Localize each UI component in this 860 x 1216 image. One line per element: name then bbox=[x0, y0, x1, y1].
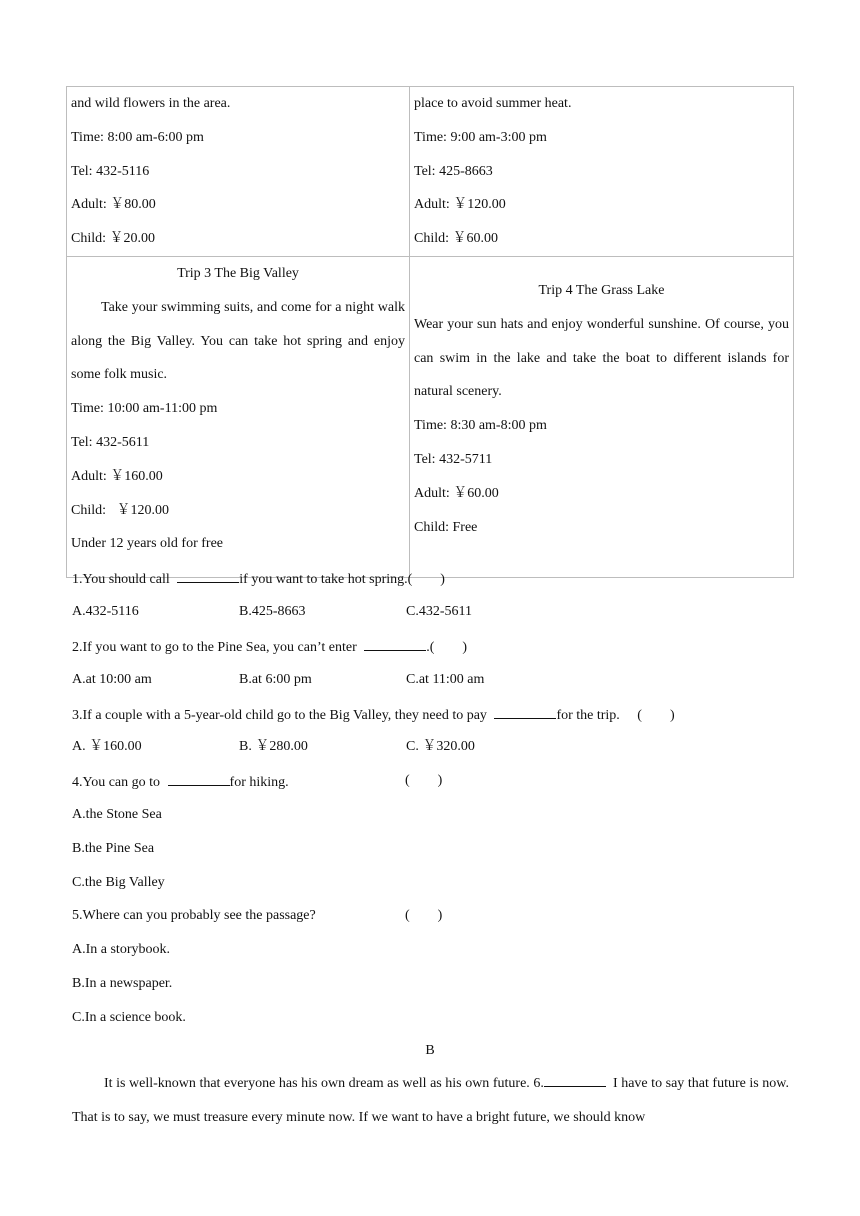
question-2-option-a: A.at 10:00 am bbox=[72, 672, 152, 687]
question-4-stem-b: for hiking. bbox=[229, 775, 289, 790]
question-1 bbox=[72, 568, 445, 590]
trip1-tel: Tel: 432-5116 bbox=[71, 163, 150, 179]
table-row bbox=[67, 87, 794, 257]
question-5-answer-paren: ( ) bbox=[405, 908, 443, 923]
passage-text-a: It is well-known that everyone has his own dream as well as his own future. 6. bbox=[104, 1076, 544, 1091]
question-5-option-c: C.In a science book. bbox=[72, 1010, 186, 1025]
trip3-child: Child: ￥120.00 bbox=[71, 502, 170, 518]
trip4-cell bbox=[410, 256, 794, 577]
question-1-stem-a: 1.You should call bbox=[72, 572, 174, 587]
question-2-stem-b: .( ) bbox=[426, 640, 468, 655]
answer-blank bbox=[364, 636, 426, 651]
question-2-option-b: B.at 6:00 pm bbox=[239, 672, 312, 687]
trip2-tel: Tel: 425-8663 bbox=[414, 163, 493, 179]
trip1-child: Child: ￥20.00 bbox=[71, 231, 156, 247]
trip3-adult: Adult: ￥160.00 bbox=[71, 468, 163, 484]
trip2-time: Time: 9:00 am-3:00 pm bbox=[414, 129, 547, 145]
question-3-stem-b: for the trip. ( ) bbox=[556, 708, 675, 723]
question-2-option-c: C.at 11:00 am bbox=[406, 672, 485, 687]
trip3-desc: Take your swimming suits, and come for a night walk along the Big Valley. You can take hot spring and enjoy some folk music. bbox=[71, 299, 405, 383]
question-4-stem-a: 4.You can go to bbox=[72, 775, 164, 790]
question-5-option-b: B.In a newspaper. bbox=[72, 976, 173, 991]
trip2-adult: Adult: ￥120.00 bbox=[414, 197, 506, 213]
question-5-option-a: A.In a storybook. bbox=[72, 942, 170, 957]
trip1-desc-end: and wild flowers in the area. bbox=[71, 96, 231, 111]
question-3-option-b: B. ￥280.00 bbox=[239, 739, 308, 754]
question-1-option-a: A.432-5116 bbox=[72, 604, 139, 619]
question-3-option-a: A. ￥160.00 bbox=[72, 739, 142, 754]
trip4-title: Trip 4 The Grass Lake bbox=[538, 282, 665, 298]
question-1-option-b: B.425-8663 bbox=[239, 604, 306, 619]
question-2-stem-a: 2.If you want to go to the Pine Sea, you can’t enter bbox=[72, 640, 361, 655]
trip1-cell bbox=[67, 87, 410, 257]
trip3-title: Trip 3 The Big Valley bbox=[177, 265, 299, 281]
question-4-option-a: A.the Stone Sea bbox=[72, 807, 162, 822]
trip4-adult: Adult: ￥60.00 bbox=[414, 485, 499, 501]
question-4-answer-paren: ( ) bbox=[405, 773, 443, 788]
trip4-time: Time: 8:30 am-8:00 pm bbox=[414, 418, 547, 434]
question-4 bbox=[72, 771, 289, 793]
section-b-passage bbox=[72, 1067, 793, 1135]
answer-blank-6 bbox=[544, 1072, 606, 1087]
trip3-note: Under 12 years old for free bbox=[71, 536, 223, 552]
trip4-tel: Tel: 432-5711 bbox=[414, 451, 493, 467]
trip2-child: Child: ￥60.00 bbox=[414, 231, 499, 247]
question-5-stem: 5.Where can you probably see the passage? bbox=[72, 908, 316, 923]
trip3-cell bbox=[67, 256, 410, 577]
question-4-option-c: C.the Big Valley bbox=[72, 875, 165, 890]
trip2-desc-end: place to avoid summer heat. bbox=[414, 96, 572, 111]
section-b-heading: B bbox=[425, 1043, 435, 1058]
question-3 bbox=[72, 704, 675, 726]
answer-blank bbox=[168, 771, 230, 786]
trip2-cell bbox=[410, 87, 794, 257]
trip4-child: Child: Free bbox=[414, 519, 478, 535]
trip1-adult: Adult: ￥80.00 bbox=[71, 197, 156, 213]
question-3-stem-a: 3.If a couple with a 5-year-old child go to the Big Valley, they need to pay bbox=[72, 708, 491, 723]
question-1-stem-b: if you want to take hot spring.( ) bbox=[239, 572, 445, 587]
question-2 bbox=[72, 636, 467, 658]
trip3-time: Time: 10:00 am-11:00 pm bbox=[71, 401, 218, 417]
answer-blank bbox=[177, 568, 239, 583]
trip4-desc: Wear your sun hats and enjoy wonderful sunshine. Of course, you can swim in the lake and take the boat to different islands for natural scenery. bbox=[414, 316, 789, 400]
trips-table bbox=[66, 86, 794, 578]
answer-blank bbox=[494, 704, 556, 719]
trip1-time: Time: 8:00 am-6:00 pm bbox=[71, 129, 204, 145]
table-row bbox=[67, 256, 794, 577]
question-3-option-c: C. ￥320.00 bbox=[406, 739, 475, 754]
passage-text-b: I have to say that future is now. That is to say, we must treasure every minute now. If we want to have a bright future, we should know bbox=[72, 1076, 793, 1125]
trip3-tel: Tel: 432-5611 bbox=[71, 434, 150, 450]
question-1-option-c: C.432-5611 bbox=[406, 604, 472, 619]
question-4-option-b: B.the Pine Sea bbox=[72, 841, 155, 856]
